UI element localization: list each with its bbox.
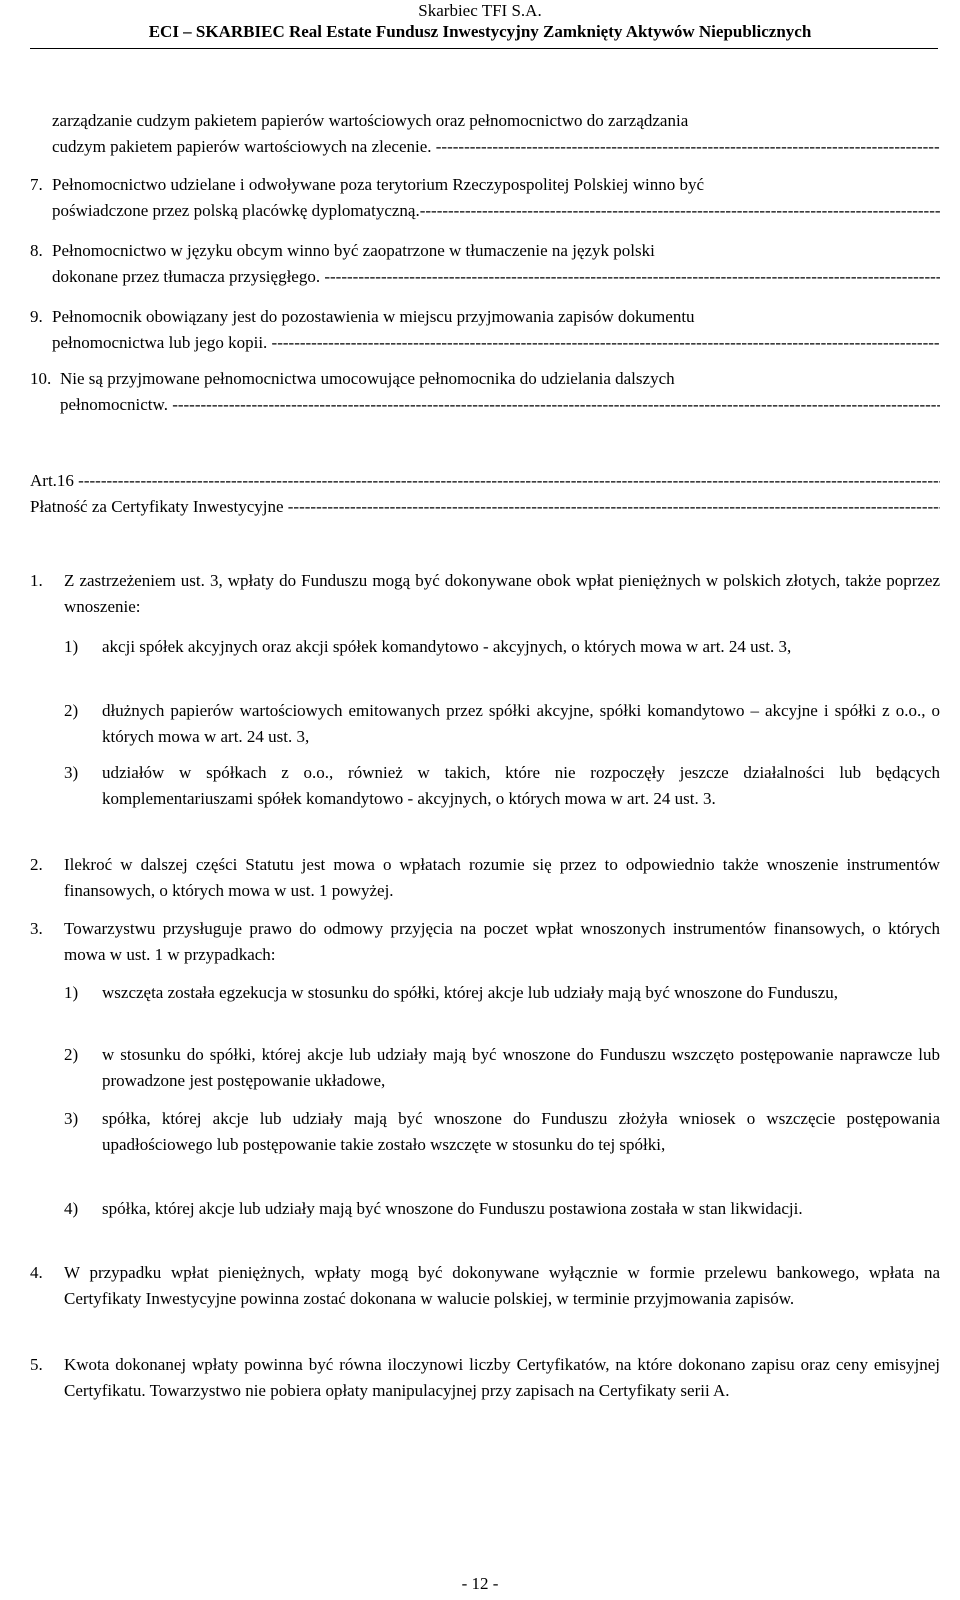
- item-line-2: dokonane przez tłumacza przysięgłego. -----: [52, 264, 940, 290]
- sub-item-3-1: [64, 980, 940, 1006]
- continuation-line-1: zarządzanie cudzym pakietem papierów wartościowych oraz pełnomocnictwo do zarządzania: [52, 111, 689, 130]
- sub-item-text: akcji spółek akcyjnych oraz akcji spółek komandytowo - akcyjnych, o których mowa w art. 24 ust. 3,: [102, 637, 792, 656]
- sub-item-text: spółka, której akcje lub udziały mają być wnoszone do Funduszu postawiona została w stan likwidacji.: [102, 1199, 803, 1218]
- item-number: 10.: [30, 369, 52, 388]
- article-title: Płatność za Certyfikaty Inwestycyjne: [30, 497, 284, 516]
- list-item-8: [30, 238, 940, 290]
- sub-item-1-1: [64, 634, 940, 660]
- sub-item-text: spółka, której akcje lub udziały mają być wnoszone do Funduszu złożyła wniosek o wszczęcie postępowania upadłościowego lub postępowanie takie zostało wszczęte w stosunku do tej spółki,: [102, 1109, 940, 1154]
- list-item-5: [30, 1352, 940, 1404]
- header-rule: [30, 48, 938, 49]
- paragraph-continuation: [52, 108, 940, 160]
- dash-filler: [420, 198, 940, 224]
- sub-item-number: 1): [64, 983, 79, 1002]
- item-text: Z zastrzeżeniem ust. 3, wpłaty do Funduszu mogą być dokonywane obok wpłat pieniężnych w polskich złotych, także poprzez wnoszenie:: [64, 571, 940, 616]
- item-number: 5.: [30, 1355, 43, 1374]
- sub-item-text: w stosunku do spółki, której akcje lub udziały mają być wnoszone do Funduszu wszczęto postępowanie naprawcze lub prowadzone jest postępowanie układowe,: [102, 1045, 940, 1090]
- list-item-7: [30, 172, 940, 224]
- list-item-1: [30, 568, 940, 620]
- article-number: Art.16: [30, 471, 74, 490]
- list-item-2: [30, 852, 940, 904]
- sub-item-1-3: [64, 760, 940, 812]
- dash-filler: [78, 468, 940, 494]
- sub-item-number: 4): [64, 1199, 79, 1218]
- item-number: 2.: [30, 855, 43, 874]
- sub-item-3-4: [64, 1196, 940, 1222]
- list-item-3: [30, 916, 940, 968]
- list-item-10: [30, 366, 940, 418]
- dash-filler: [288, 494, 940, 520]
- dash-filler: [172, 392, 940, 418]
- page-number: - 12 -: [461, 1574, 499, 1593]
- page-header: [0, 0, 960, 43]
- item-number: 4.: [30, 1263, 43, 1282]
- item-number: 9.: [30, 307, 43, 326]
- item-line-1: Nie są przyjmowane pełnomocnictwa umocowujące pełnomocnika do udzielania dalszych: [60, 369, 675, 388]
- item-text: Towarzystwu przysługuje prawo do odmowy przyjęcia na poczet wpłat wnoszonych instrumentów finansowych, o których mowa w ust. 1 w przypadkach:: [64, 919, 940, 964]
- company-name: Skarbiec TFI S.A.: [418, 1, 542, 20]
- article-heading: [30, 468, 940, 520]
- item-number: 1.: [30, 571, 43, 590]
- item-line-1: Pełnomocnictwo w języku obcym winno być zaopatrzone w tłumaczenie na język polski: [52, 241, 655, 260]
- item-line-2: pełnomocnictwa lub jego kopii. -----: [52, 330, 940, 356]
- item-line-1: Pełnomocnictwo udzielane i odwoływane poza terytorium Rzeczypospolitej Polskiej winno być: [52, 175, 704, 194]
- sub-item-number: 2): [64, 701, 79, 720]
- sub-item-3-2: [64, 1042, 940, 1094]
- item-text: W przypadku wpłat pieniężnych, wpłaty mogą być dokonywane wyłącznie w formie przelewu bankowego, wpłata na Certyfikaty Inwestycyjne powinna zostać dokonana w walucie polskiej, w terminie przyjmowania zapisów.: [64, 1263, 940, 1308]
- sub-item-text: udziałów w spółkach z o.o., również w takich, które nie rozpoczęły jeszcze działalności lub będących komplementariuszami spółek komandytowo - akcyjnych, o których mowa w art. 24 ust. 3.: [102, 763, 940, 808]
- item-text: Ilekroć w dalszej części Statutu jest mowa o wpłatach rozumie się przez to odpowiednio także wnoszenie instrumentów finansowych, o których mowa w ust. 1 powyżej.: [64, 855, 940, 900]
- dash-filler: [324, 264, 940, 290]
- item-line-2: poświadczone przez polską placówkę dyplomatyczną. -----: [52, 198, 940, 224]
- item-number: 3.: [30, 919, 43, 938]
- continuation-line-2: cudzym pakietem papierów wartościowych na zlecenie. -----: [52, 134, 940, 160]
- item-text: Kwota dokonanej wpłaty powinna być równa iloczynowi liczby Certyfikatów, na które dokonano zapisu oraz ceny emisyjnej Certyfikatu. Towarzystwo nie pobiera opłaty manipulacyjnej przy zapisach na Certyfikaty serii A.: [64, 1355, 940, 1400]
- article-title-line: [30, 494, 940, 520]
- sub-item-1-2: [64, 698, 940, 750]
- dash-filler: [272, 330, 940, 356]
- sub-item-number: 1): [64, 637, 79, 656]
- sub-item-text: wszczęta została egzekucja w stosunku do spółki, której akcje lub udziały mają być wnoszone do Funduszu,: [102, 983, 838, 1002]
- article-number-line: [30, 468, 940, 494]
- sub-item-3-3: [64, 1106, 940, 1158]
- item-line-2: pełnomocnictw. -----: [60, 392, 940, 418]
- sub-item-text: dłużnych papierów wartościowych emitowanych przez spółki akcyjne, spółki komandytowo – akcyjne i spółki z o.o., o których mowa w art. 24 ust. 3,: [102, 701, 940, 746]
- item-line-1: Pełnomocnik obowiązany jest do pozostawienia w miejscu przyjmowania zapisów dokumentu: [52, 307, 695, 326]
- sub-item-number: 2): [64, 1045, 79, 1064]
- item-number: 7.: [30, 175, 43, 194]
- item-number: 8.: [30, 241, 43, 260]
- list-item-4: [30, 1260, 940, 1312]
- sub-item-number: 3): [64, 763, 79, 782]
- list-item-9: [30, 304, 940, 356]
- dash-filler: [436, 134, 940, 160]
- sub-item-number: 3): [64, 1109, 79, 1128]
- fund-name: ECI – SKARBIEC Real Estate Fundusz Inwestycyjny Zamknięty Aktywów Niepublicznych: [148, 22, 812, 41]
